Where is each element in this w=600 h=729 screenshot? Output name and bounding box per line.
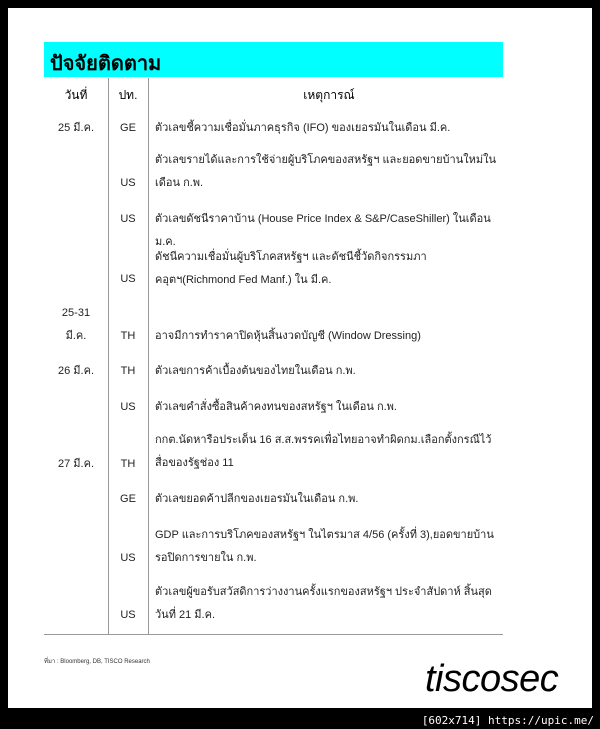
row-country: US	[120, 609, 136, 621]
row-country: US	[120, 177, 136, 189]
row-country: US	[120, 552, 136, 564]
row-country: GE	[120, 493, 136, 505]
row-event: ตัวเลขชี้ความเชื่อมั่นภาคธุรกิจ (IFO) ของเยอรมันในเดือน มี.ค.	[155, 122, 451, 134]
row-event: ตัวเลขดัชนีราคาบ้าน (House Price Index & S&P/CaseShiller) ในเดือน ม.ค.	[155, 213, 491, 248]
row-event: ตัวเลขรายได้และการใช้จ่ายผู้บริโภคของสหรัฐฯ และยอดขายบ้านใหม่ในเดือน ก.พ.	[155, 154, 496, 189]
row-country: TH	[120, 330, 136, 342]
row-country: TH	[120, 365, 136, 377]
header-event: เหตุการณ์	[303, 88, 355, 102]
row-date: 26 มี.ค.	[57, 365, 94, 377]
header-date: วันที่	[64, 88, 88, 102]
row-event: ดัชนีความเชื่อมั่นผู้บริโภคสหรัฐฯ และดัชนีชี้วัดกิจกรรมภาคอุตฯ(Richmond Fed Manf.) ใน มี.ค.	[155, 251, 427, 286]
row-country: GE	[120, 122, 136, 134]
row-country: US	[120, 213, 136, 225]
tiscosec-logo: tiscosec	[425, 658, 559, 700]
row-event: GDP และการบริโภคของสหรัฐฯ ในไตรมาส 4/56 (ครั้งที่ 3),ยอดขายบ้านรอปิดการขายใน ก.พ.	[155, 529, 494, 564]
image-host-footer: [602x714] https://upic.me/	[421, 714, 594, 727]
row-event: ตัวเลขการค้าเบื้องต้นของไทยในเดือน ก.พ.	[155, 365, 356, 377]
row-country: US	[120, 401, 136, 413]
column-divider	[148, 78, 149, 634]
row-event: ตัวเลขผู้ขอรับสวัสดิการว่างงานครั้งแรกของสหรัฐฯ ประจำสัปดาห์ สิ้นสุดวันที่ 21 มี.ค.	[155, 586, 492, 621]
table-bottom-rule	[44, 634, 503, 635]
row-date: 25 มี.ค.	[57, 122, 94, 134]
row-event: ตัวเลขคำสั่งซื้อสินค้าคงทนของสหรัฐฯ ในเดือน ก.พ.	[155, 401, 397, 413]
title-bar	[44, 42, 503, 77]
page-title: ปัจจัยติดตาม	[50, 53, 162, 75]
header-country: ปท.	[118, 88, 138, 102]
row-date: 25-31 มี.ค.	[61, 307, 91, 342]
row-event: กกต.นัดหารือประเด็น 16 ส.ส.พรรคเพื่อไทยอาจทำผิดกม.เลือกตั้งกรณีไว้สื่อของรัฐช่อง 11	[155, 434, 492, 469]
row-event: อาจมีการทำราคาปิดหุ้นสิ้นงวดบัญชี (Window Dressing)	[155, 330, 421, 342]
row-date: 27 มี.ค.	[57, 458, 94, 470]
source-note: ที่มา : Bloomberg, DB, TISCO Research	[44, 659, 150, 665]
row-country: US	[120, 273, 136, 285]
document-page	[8, 8, 592, 708]
row-event: ตัวเลขยอดค้าปลีกของเยอรมันในเดือน ก.พ.	[155, 493, 359, 505]
row-country: TH	[120, 458, 136, 470]
